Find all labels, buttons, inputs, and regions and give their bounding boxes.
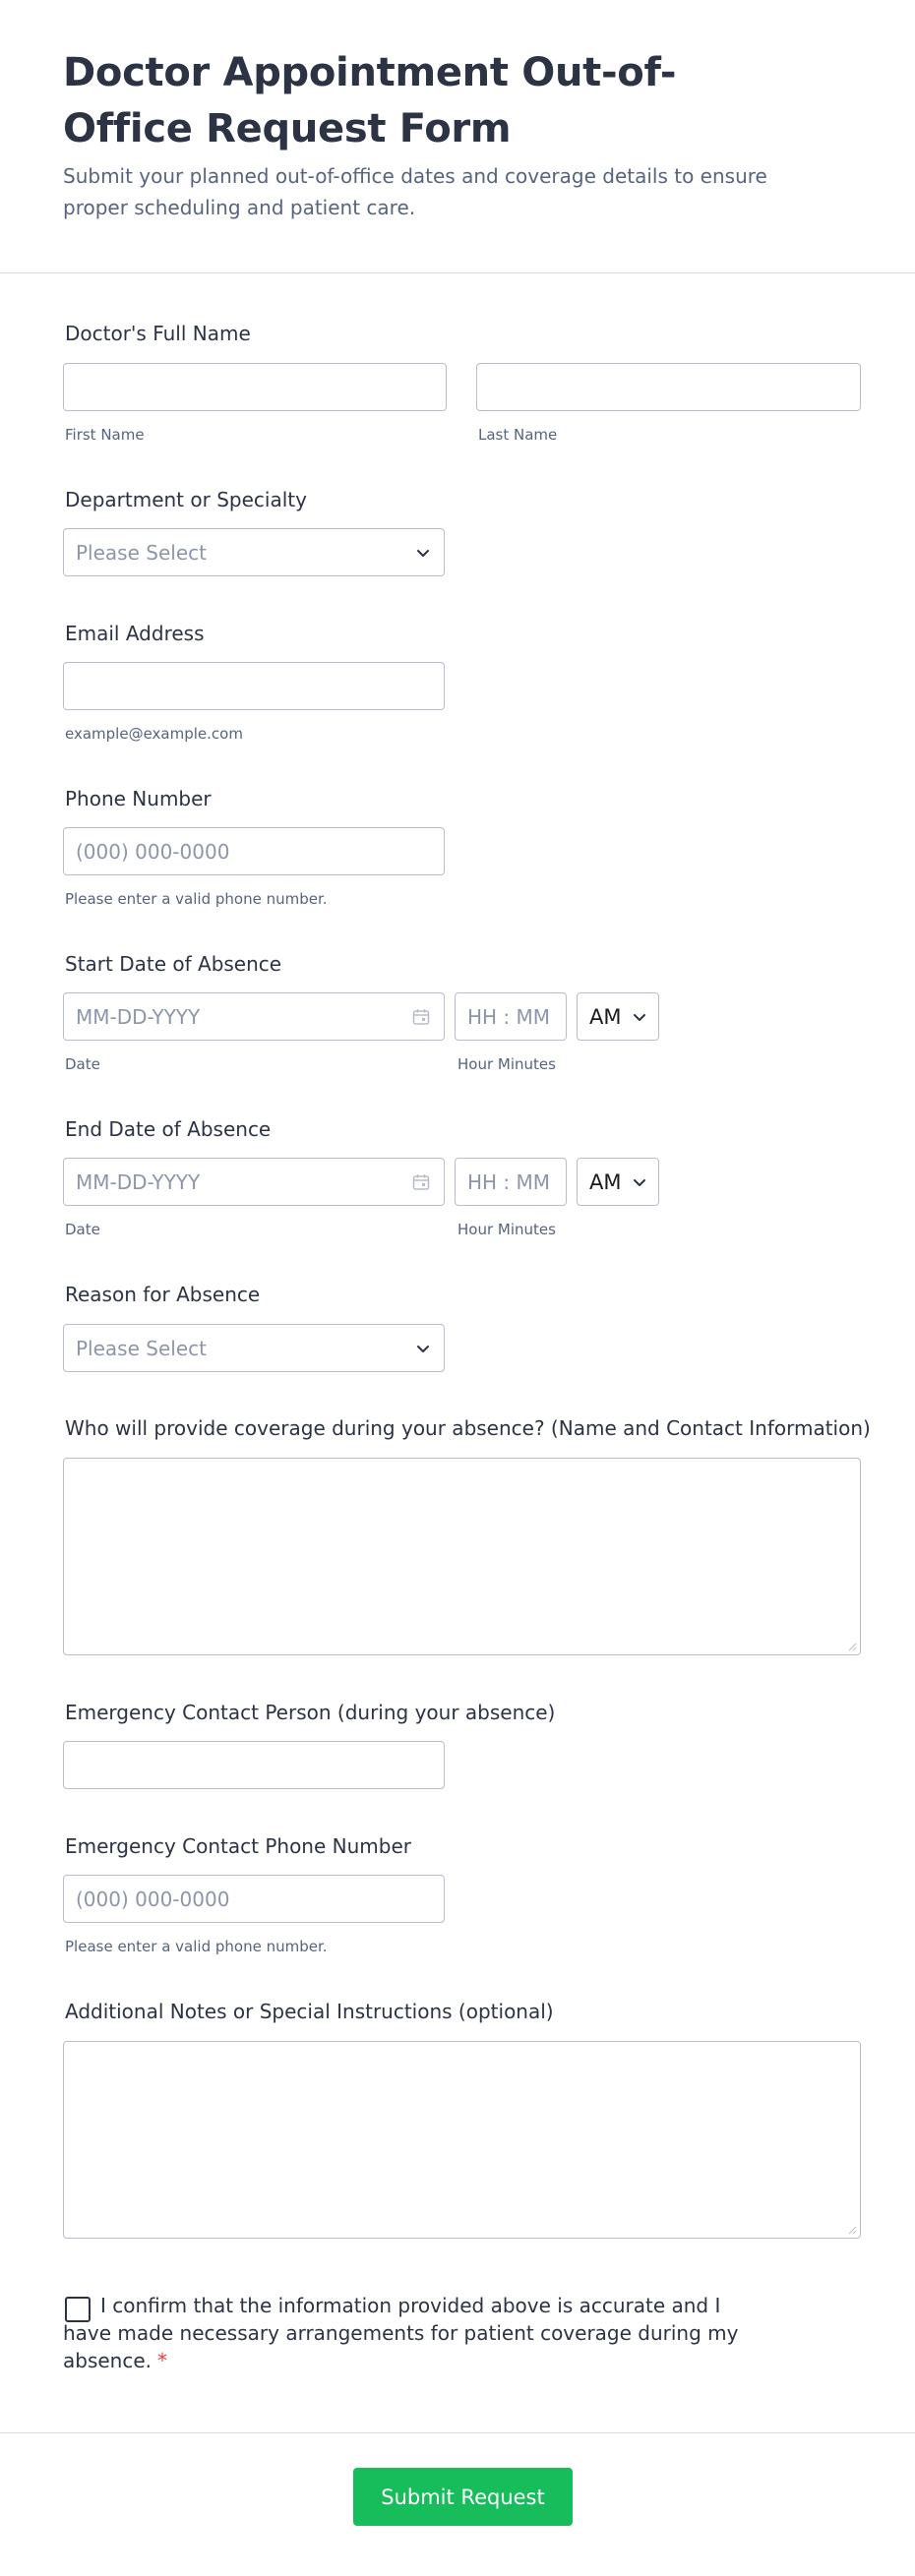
first-name-input[interactable] xyxy=(63,363,447,411)
chevron-down-icon xyxy=(414,1340,432,1357)
coverage-textarea[interactable] xyxy=(63,1458,861,1655)
chevron-down-icon xyxy=(631,1008,648,1026)
required-asterisk: * xyxy=(157,2349,168,2372)
start-time-sublabel: Hour Minutes xyxy=(458,1055,556,1073)
reason-label: Reason for Absence xyxy=(65,1283,261,1306)
start-ampm-select[interactable] xyxy=(577,992,659,1041)
last-name-sublabel: Last Name xyxy=(478,426,558,444)
emergency-phone-input[interactable] xyxy=(63,1875,445,1923)
calendar-icon[interactable] xyxy=(411,1007,431,1027)
notes-textarea[interactable] xyxy=(63,2041,861,2239)
coverage-label: Who will provide coverage during your absence? (Name and Contact Information) xyxy=(65,1416,871,1440)
start-date-label: Start Date of Absence xyxy=(65,952,282,976)
end-date-sublabel: Date xyxy=(65,1221,100,1238)
end-ampm-value: AM xyxy=(589,1169,622,1194)
email-label: Email Address xyxy=(65,622,205,645)
emergency-contact-input[interactable] xyxy=(63,1741,445,1789)
emergency-contact-label: Emergency Contact Person (during your absence) xyxy=(65,1701,556,1724)
form-header xyxy=(0,0,915,273)
page-subtitle: Submit your planned out-of-office dates and coverage details to ensure proper scheduling and patient care. xyxy=(63,164,767,219)
end-ampm-select[interactable] xyxy=(577,1158,659,1206)
doctor-name-label: Doctor's Full Name xyxy=(65,322,251,345)
end-time-sublabel: Hour Minutes xyxy=(458,1221,556,1238)
start-date-input[interactable] xyxy=(63,992,445,1041)
department-selected: Please Select xyxy=(76,540,207,565)
resize-grip-icon[interactable] xyxy=(847,2225,857,2235)
calendar-icon[interactable] xyxy=(411,1172,431,1192)
start-ampm-value: AM xyxy=(589,1004,622,1029)
last-name-input[interactable] xyxy=(476,363,861,411)
email-input[interactable] xyxy=(63,662,445,710)
resize-grip-icon[interactable] xyxy=(847,1642,857,1651)
phone-label: Phone Number xyxy=(65,787,212,810)
department-select[interactable] xyxy=(63,528,445,576)
start-date-sublabel: Date xyxy=(65,1055,100,1073)
end-date-input[interactable] xyxy=(63,1158,445,1206)
submit-button[interactable]: Submit Request xyxy=(353,2468,573,2526)
emergency-phone-label: Emergency Contact Phone Number xyxy=(65,1834,411,1858)
emergency-phone-sublabel: Please enter a valid phone number. xyxy=(65,1938,328,1955)
first-name-sublabel: First Name xyxy=(65,426,145,444)
confirm-label: I confirm that the information provided above is accurate and I have made necessary arrangements for patient coverage during my absence. xyxy=(63,2294,739,2372)
email-sublabel: example@example.com xyxy=(65,725,243,743)
chevron-down-icon xyxy=(631,1173,648,1191)
phone-input[interactable] xyxy=(63,827,445,875)
chevron-down-icon xyxy=(414,544,432,562)
department-label: Department or Specialty xyxy=(65,488,307,511)
page-title: Doctor Appointment Out-of-Office Request Form xyxy=(63,50,677,151)
end-time-input[interactable] xyxy=(455,1158,567,1206)
end-date-label: End Date of Absence xyxy=(65,1117,272,1141)
notes-label: Additional Notes or Special Instructions (optional) xyxy=(65,2000,554,2023)
reason-selected: Please Select xyxy=(76,1336,207,1360)
confirm-text xyxy=(63,2292,771,2374)
start-time-input[interactable] xyxy=(455,992,567,1041)
reason-select[interactable] xyxy=(63,1324,445,1372)
phone-sublabel: Please enter a valid phone number. xyxy=(65,890,328,908)
